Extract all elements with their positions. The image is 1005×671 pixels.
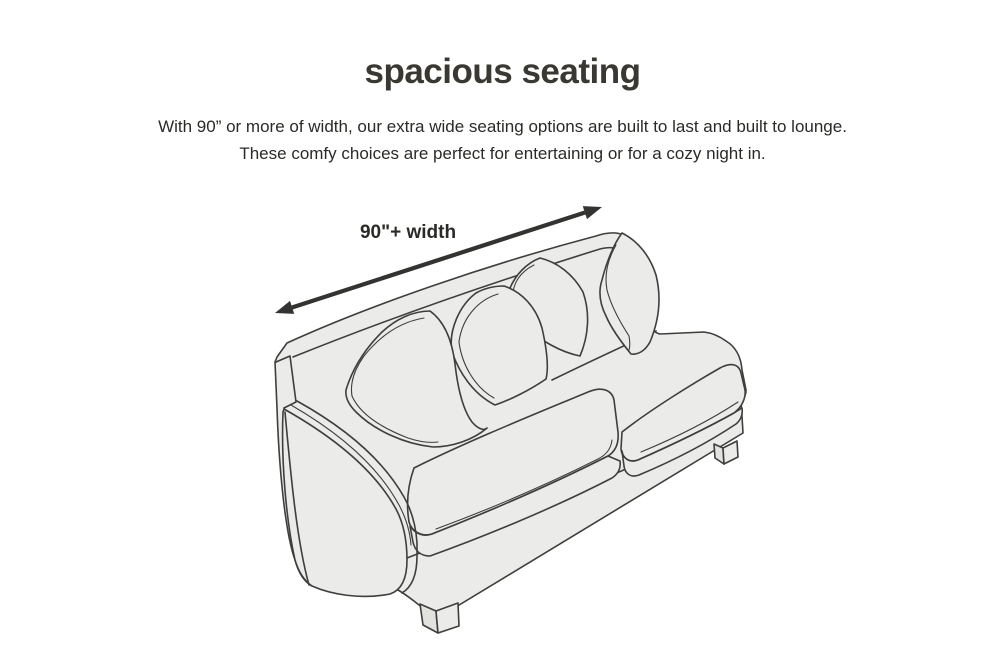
- description-line-1: With 90” or more of width, our extra wide seating options are built to last and built to lounge.: [158, 117, 847, 136]
- dimension-label: 90"+ width: [359, 222, 457, 243]
- page-title: spacious seating: [364, 52, 641, 91]
- right-foot-side: [714, 444, 724, 464]
- sofa-drawing: [275, 233, 746, 633]
- description-line-2: These comfy choices are perfect for entertaining or for a cozy night in.: [239, 144, 766, 163]
- arrowhead-lower-icon: [275, 301, 294, 314]
- arrowhead-upper-icon: [583, 206, 602, 219]
